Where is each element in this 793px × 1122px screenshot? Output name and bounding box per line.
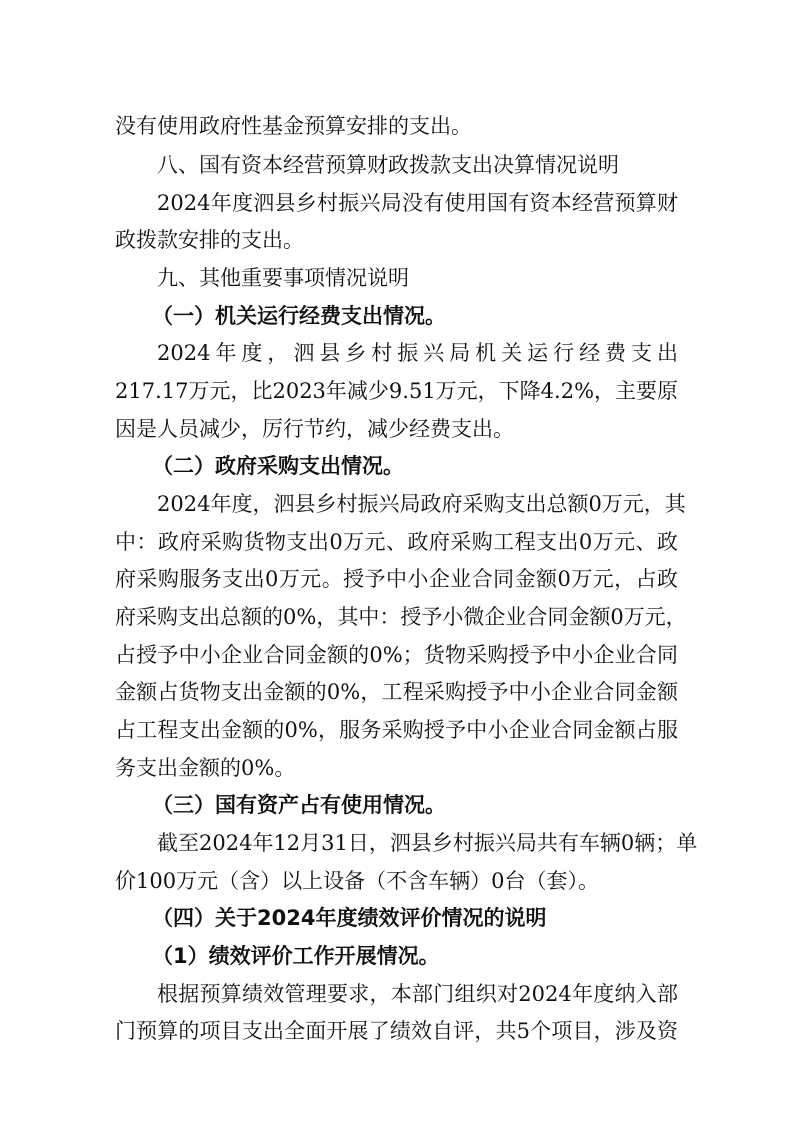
body-line: 2024年度，泗县乡村振兴局政府采购支出总额0万元，其 bbox=[157, 492, 686, 516]
subsection-heading-4-1: （1）绩效评价工作开展情况。 bbox=[152, 944, 440, 968]
body-line: 门预算的项目支出全面开展了绩效自评，共5个项目，涉及资 bbox=[115, 1019, 678, 1043]
body-line: 因是人员减少，厉行节约，减少经费支出。 bbox=[115, 417, 514, 441]
body-line: 截至2024年12月31日，泗县乡村振兴局共有车辆0辆；单 bbox=[157, 831, 698, 855]
body-line: 府采购支出总额的0%，其中：授予小微企业合同金额0万元， bbox=[115, 605, 687, 629]
body-line: 政拨款安排的支出。 bbox=[115, 228, 304, 252]
body-line: 府采购服务支出0万元。授予中小企业合同金额0万元，占政 bbox=[115, 567, 678, 591]
subsection-heading-3: （三）国有资产占有使用情况。 bbox=[152, 793, 446, 817]
body-line: 价100万元（含）以上设备（不含车辆）0台（套）。 bbox=[115, 869, 599, 893]
subsection-heading-2: （二）政府采购支出情况。 bbox=[152, 454, 404, 478]
body-line: 务支出金额的0%。 bbox=[115, 756, 296, 780]
section-heading-9: 九、其他重要事项情况说明 bbox=[157, 266, 409, 290]
body-line: 占工程支出金额的0%，服务采购授予中小企业合同金额占服 bbox=[115, 718, 678, 742]
subsection-heading-4: （四）关于2024年度绩效评价情况的说明 bbox=[152, 906, 547, 930]
body-line: 没有使用政府性基金预算安排的支出。 bbox=[115, 114, 472, 138]
body-line: 217.17万元，比2023年减少9.51万元，下降4.2%，主要原 bbox=[115, 379, 679, 403]
body-line: 金额占货物支出金额的0%，工程采购授予中小企业合同金额 bbox=[115, 680, 678, 704]
body-line: 中：政府采购货物支出0万元、政府采购工程支出0万元、政 bbox=[115, 530, 678, 554]
body-line: 占授予中小企业合同金额的0%；货物采购授予中小企业合同 bbox=[115, 643, 678, 667]
section-heading-8: 八、国有资本经营预算财政拨款支出决算情况说明 bbox=[157, 153, 619, 177]
body-line: 2024年度，泗县乡村振兴局机关运行经费支出 bbox=[157, 341, 678, 365]
subsection-heading-1: （一）机关运行经费支出情况。 bbox=[152, 304, 446, 328]
body-line: 2024年度泗县乡村振兴局没有使用国有资本经营预算财 bbox=[157, 191, 678, 215]
body-line: 根据预算绩效管理要求，本部门组织对2024年度纳入部 bbox=[157, 982, 678, 1006]
